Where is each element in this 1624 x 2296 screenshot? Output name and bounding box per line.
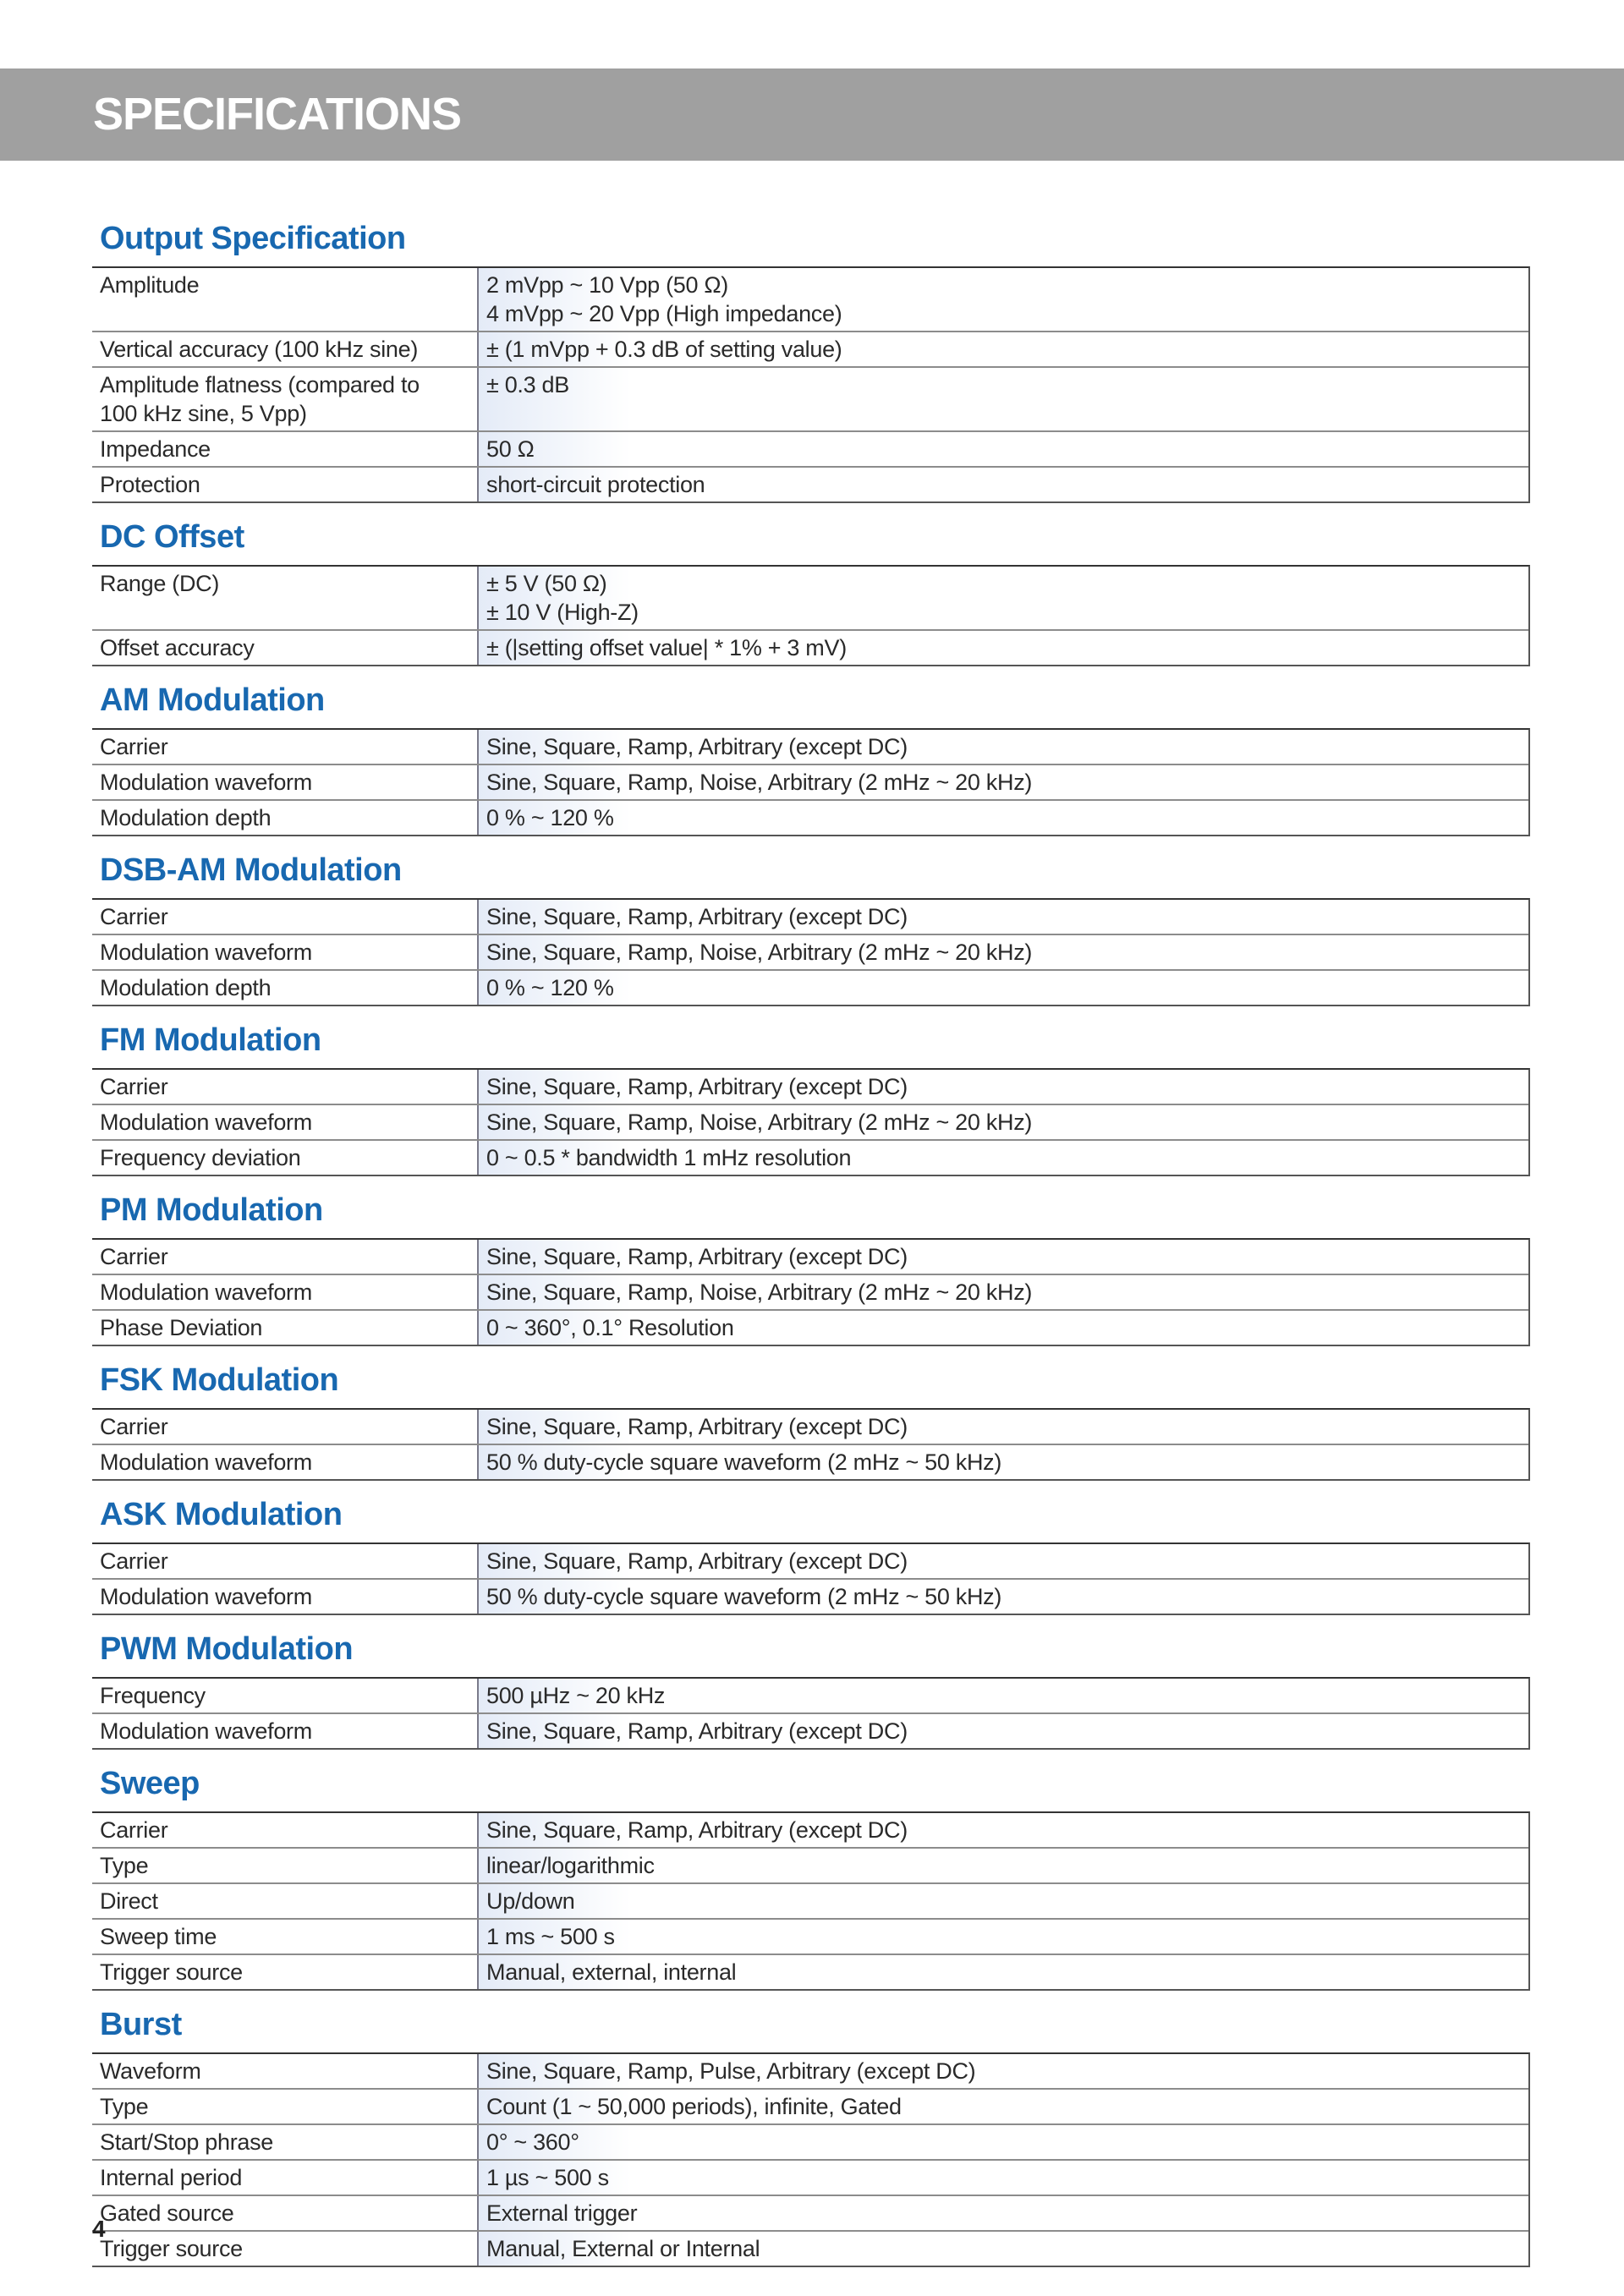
table-row [92,934,1528,969]
spec-label: Carrier [100,1414,168,1439]
spec-value-cell [479,567,1528,629]
spec-value: 0 % ~ 120 % [486,975,614,1000]
spec-value-cell [479,1955,1528,1989]
table-row [92,1070,1528,1104]
spec-value: linear/logarithmic [486,1853,655,1878]
spec-value: 0° ~ 360° [486,2129,579,2155]
spec-label: Carrier [100,1548,168,1574]
table-row [92,1544,1528,1578]
spec-label-cell [92,468,479,501]
table-row [92,1712,1528,1748]
spec-value-cell [479,2054,1528,2088]
table-row [92,1444,1528,1479]
spec-value-cell [479,1580,1528,1614]
table-row [92,1240,1528,1274]
spec-label-cell [92,1105,479,1139]
spec-label: Vertical accuracy (100 kHz sine) [100,337,419,362]
spec-label-cell [92,1679,479,1712]
table-row [92,2195,1528,2230]
spec-label: Trigger source [100,1959,243,1985]
spec-label: Carrier [100,1244,168,1269]
spec-value-cell [479,1275,1528,1309]
table-row [92,1679,1528,1712]
spec-label: Modulation waveform [100,1718,312,1744]
spec-value: Sine, Square, Ramp, Arbitrary (except DC) [486,904,908,929]
spec-value: ± 10 V (High-Z) [486,600,639,625]
section-title: ASK Modulation [100,1497,343,1532]
spec-value: Sine, Square, Ramp, Noise, Arbitrary (2 mHz ~ 20 kHz) [486,940,1033,965]
table-row [92,764,1528,799]
spec-label-cell [92,1714,479,1748]
spec-value: Manual, external, internal [486,1959,737,1985]
table-row [92,730,1528,764]
spec-value: Sine, Square, Ramp, Noise, Arbitrary (2 mHz ~ 20 kHz) [486,1110,1033,1135]
spec-section [92,836,1530,1006]
table-row [92,1918,1528,1954]
spec-value: ± (|setting offset value| * 1% + 3 mV) [486,635,847,660]
section-title: FSK Modulation [100,1362,339,1398]
spec-section [92,1176,1530,1346]
spec-label: Modulation waveform [100,1280,312,1305]
spec-table [92,565,1530,666]
table-row [92,1139,1528,1175]
spec-label-cell [92,730,479,764]
spec-value-cell [479,2125,1528,2159]
spec-label: Frequency [100,1683,206,1708]
spec-label: Sweep time [100,1924,217,1949]
spec-table [92,266,1530,503]
spec-table [92,1068,1530,1176]
spec-label: Range (DC) [100,571,220,596]
spec-value: Up/down [486,1888,575,1914]
section-title: DC Offset [100,519,244,555]
table-row [92,430,1528,466]
page-number: 4 [92,2216,106,2242]
spec-value-cell [479,1920,1528,1954]
table-row [92,268,1528,331]
table-row [92,2054,1528,2088]
spec-value-cell [479,2232,1528,2266]
spec-value: 2 mVpp ~ 10 Vpp (50 Ω) [486,272,728,298]
spec-label-cell [92,2125,479,2159]
spec-value-cell [479,1679,1528,1712]
spec-label: Modulation waveform [100,770,312,795]
spec-label-cell [92,900,479,934]
spec-value-cell [479,468,1528,501]
spec-value-cell [479,2090,1528,2123]
spec-value-cell [479,1884,1528,1918]
spec-value: 500 µHz ~ 20 kHz [486,1683,666,1708]
spec-value-cell [479,935,1528,969]
table-row [92,567,1528,629]
spec-label: Amplitude flatness (compared to [100,372,420,397]
spec-value: 0 ~ 0.5 * bandwidth 1 mHz resolution [486,1145,852,1170]
spec-label-cell [92,801,479,835]
spec-value: short-circuit protection [486,472,705,497]
table-row [92,1104,1528,1139]
spec-value: Sine, Square, Ramp, Arbitrary (except DC) [486,1718,908,1744]
spec-value-cell [479,1410,1528,1444]
spec-table [92,898,1530,1006]
spec-label: Type [100,1853,149,1878]
spec-label-cell [92,2054,479,2088]
spec-label-cell [92,332,479,366]
table-row [92,1847,1528,1882]
table-row [92,2123,1528,2159]
table-row [92,629,1528,665]
spec-value-cell [479,1849,1528,1882]
spec-value: Manual, External or Internal [486,2236,760,2261]
table-row [92,2159,1528,2195]
spec-label-cell [92,1580,479,1614]
spec-value-cell [479,1240,1528,1274]
spec-value: Sine, Square, Ramp, Arbitrary (except DC) [486,1074,908,1099]
spec-section [92,503,1530,666]
table-row [92,1954,1528,1989]
spec-label-cell [92,971,479,1005]
spec-value-cell [479,730,1528,764]
spec-label: Trigger source [100,2236,243,2261]
section-title: DSB-AM Modulation [100,852,402,888]
spec-section [92,1991,1530,2267]
spec-label-cell [92,1813,479,1847]
table-row [92,366,1528,430]
spec-value-cell [479,801,1528,835]
spec-label: Impedance [100,436,211,462]
spec-label-cell [92,765,479,799]
section-title: PWM Modulation [100,1631,354,1667]
spec-value-cell [479,1445,1528,1479]
table-row [92,799,1528,835]
spec-label: Offset accuracy [100,635,255,660]
spec-value: 1 µs ~ 500 s [486,2165,609,2190]
spec-table [92,2052,1530,2267]
table-row [92,1578,1528,1614]
spec-value-cell [479,1070,1528,1104]
spec-value-cell [479,1141,1528,1175]
section-title: Sweep [100,1766,200,1801]
spec-label-cell [92,368,479,430]
spec-value: 1 ms ~ 500 s [486,1924,615,1949]
spec-value: Sine, Square, Ramp, Noise, Arbitrary (2 mHz ~ 20 kHz) [486,1280,1033,1305]
table-row [92,1274,1528,1309]
table-row [92,900,1528,934]
spec-section [92,205,1530,503]
table-row [92,1309,1528,1345]
spec-value: Sine, Square, Ramp, Noise, Arbitrary (2 mHz ~ 20 kHz) [486,770,1033,795]
spec-value-cell [479,432,1528,466]
spec-value-cell [479,1714,1528,1748]
spec-value-cell [479,900,1528,934]
spec-label-cell [92,1849,479,1882]
spec-label-cell [92,1410,479,1444]
spec-value-cell [479,971,1528,1005]
spec-section [92,666,1530,836]
section-title: Burst [100,2007,182,2042]
spec-label: Internal period [100,2165,243,2190]
spec-value: ± 0.3 dB [486,372,569,397]
spec-value: ± (1 mVpp + 0.3 dB of setting value) [486,337,842,362]
spec-value-cell [479,1544,1528,1578]
spec-label: Frequency deviation [100,1145,301,1170]
spec-label-cell [92,1955,479,1989]
spec-value: Sine, Square, Ramp, Arbitrary (except DC) [486,1548,908,1574]
spec-content [92,205,1530,2267]
spec-label-cell [92,2161,479,2195]
spec-label-cell [92,631,479,665]
spec-value: Sine, Square, Ramp, Pulse, Arbitrary (except DC) [486,2058,976,2084]
spec-value-cell [479,1311,1528,1345]
table-row [92,466,1528,501]
spec-label: Gated source [100,2200,234,2226]
spec-label: 100 kHz sine, 5 Vpp) [100,401,307,426]
spec-label-cell [92,2090,479,2123]
spec-label-cell [92,1240,479,1274]
spec-value: Sine, Square, Ramp, Arbitrary (except DC) [486,1244,908,1269]
spec-label: Carrier [100,734,168,759]
spec-label-cell [92,935,479,969]
spec-table [92,1543,1530,1615]
spec-label: Protection [100,472,200,497]
spec-label: Carrier [100,1074,168,1099]
spec-table [92,728,1530,836]
spec-label: Modulation depth [100,805,272,830]
spec-label: Type [100,2094,149,2119]
spec-label: Modulation waveform [100,940,312,965]
spec-label-cell [92,1445,479,1479]
spec-table [92,1811,1530,1991]
spec-table [92,1238,1530,1346]
spec-label-cell [92,2196,479,2230]
spec-value-cell [479,1813,1528,1847]
spec-label: Modulation depth [100,975,272,1000]
spec-value: 4 mVpp ~ 20 Vpp (High impedance) [486,301,842,326]
spec-value: Count (1 ~ 50,000 periods), infinite, Gated [486,2094,902,2119]
spec-section [92,1615,1530,1750]
spec-label: Modulation waveform [100,1584,312,1609]
spec-section [92,1006,1530,1176]
spec-label-cell [92,1070,479,1104]
spec-label: Modulation waveform [100,1110,312,1135]
spec-value: 0 ~ 360°, 0.1° Resolution [486,1315,734,1340]
spec-label: Amplitude [100,272,200,298]
spec-value-cell [479,332,1528,366]
spec-label-cell [92,1141,479,1175]
spec-value-cell [479,1105,1528,1139]
spec-label: Carrier [100,904,168,929]
spec-label-cell [92,1884,479,1918]
page-title: SPECIFICATIONS [93,89,462,140]
spec-label-cell [92,567,479,629]
spec-value: Sine, Square, Ramp, Arbitrary (except DC) [486,1414,908,1439]
spec-value: 50 % duty-cycle square waveform (2 mHz ~ 50 kHz) [486,1449,1002,1475]
spec-label: Carrier [100,1817,168,1843]
spec-value-cell [479,2161,1528,2195]
spec-section [92,1481,1530,1615]
spec-label-cell [92,1544,479,1578]
table-row [92,331,1528,366]
section-title: AM Modulation [100,682,325,718]
spec-value: Sine, Square, Ramp, Arbitrary (except DC) [486,734,908,759]
spec-value: 50 % duty-cycle square waveform (2 mHz ~ 50 kHz) [486,1584,1002,1609]
spec-label-cell [92,1311,479,1345]
spec-table [92,1408,1530,1481]
table-row [92,1410,1528,1444]
spec-value: 50 Ω [486,436,535,462]
spec-label: Modulation waveform [100,1449,312,1475]
section-title: Output Specification [100,221,406,256]
spec-label: Waveform [100,2058,201,2084]
spec-label: Start/Stop phrase [100,2129,274,2155]
spec-label-cell [92,268,479,331]
spec-value: 0 % ~ 120 % [486,805,614,830]
section-title: FM Modulation [100,1022,321,1058]
table-row [92,1813,1528,1847]
table-row [92,969,1528,1005]
section-title: PM Modulation [100,1192,323,1228]
spec-value-cell [479,765,1528,799]
spec-section [92,1750,1530,1991]
spec-value: Sine, Square, Ramp, Arbitrary (except DC) [486,1817,908,1843]
spec-label-cell [92,1920,479,1954]
spec-value-cell [479,268,1528,331]
spec-label-cell [92,432,479,466]
table-row [92,2230,1528,2266]
spec-section [92,1346,1530,1481]
table-row [92,1882,1528,1918]
spec-table [92,1677,1530,1750]
table-row [92,2088,1528,2123]
page-header-bar [0,68,1624,161]
spec-value-cell [479,631,1528,665]
spec-value-cell [479,2196,1528,2230]
spec-label-cell [92,2232,479,2266]
spec-label: Direct [100,1888,158,1914]
spec-value-cell [479,368,1528,430]
spec-value: External trigger [486,2200,638,2226]
spec-label: Phase Deviation [100,1315,263,1340]
spec-label-cell [92,1275,479,1309]
spec-value: ± 5 V (50 Ω) [486,571,607,596]
